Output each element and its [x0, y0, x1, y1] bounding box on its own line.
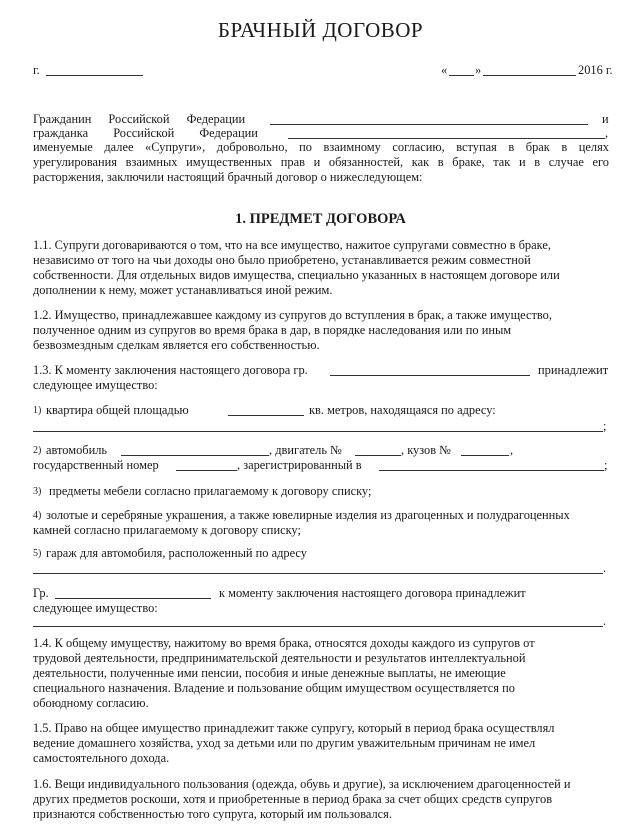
citizen-label: Гражданин Российской Федерации — [33, 112, 246, 126]
clause-1-2-line: 1.2. Имущество, принадлежавшее каждому из супругов до вступления в брак, а также имущество, — [33, 308, 552, 322]
plate-number-blank[interactable] — [176, 470, 237, 471]
clause-1-3-start: 1.3. К моменту заключения настоящего договора гр. — [33, 363, 308, 377]
car-model-blank[interactable] — [121, 455, 269, 456]
registration-blank[interactable] — [379, 470, 604, 471]
item-2-engine: , двигатель № — [269, 443, 342, 457]
engine-number-blank[interactable] — [355, 455, 401, 456]
citizen-name-blank[interactable] — [270, 124, 588, 125]
second-owner-name-blank[interactable] — [55, 598, 211, 599]
comma: , — [510, 443, 514, 457]
semicolon: ; — [604, 458, 608, 472]
citizeness-name-blank[interactable] — [288, 138, 605, 139]
clause-1-3-following: следующее имущество: — [33, 378, 158, 392]
item-3-number: 3) — [33, 486, 42, 497]
second-owner-property-blank[interactable] — [33, 626, 603, 627]
clause-1-1-line: независимо от того на чьи доходы оно было приобретено, устанавливается режим совместной — [33, 253, 531, 267]
clause-1-6-line: других предметов роскоши, хотя и приобретенные в период брака за счет общих средств супругов — [33, 792, 553, 806]
item-1-text-2: кв. метров, находящаяся по адресу: — [309, 403, 496, 417]
item-1-number: 1) — [33, 405, 42, 416]
citizeness-label: гражданка Российской Федерации — [33, 126, 258, 140]
second-owner-following: следующее имущество: — [33, 601, 158, 615]
period: . — [603, 614, 607, 628]
clause-1-1-line: 1.1. Супруги договариваются о том, что на все имущество, нажитое супругами совместно в браке, — [33, 238, 551, 252]
clause-1-5-line: 1.5. Право на общее имущество принадлежит также супругу, который в период брака осуществлял — [33, 721, 555, 735]
area-blank[interactable] — [228, 415, 304, 416]
date-close-quote: » — [475, 63, 482, 77]
clause-1-1-line: собственности. Для отдельных видов имущества, специально указанных в настоящем договоре или — [33, 268, 560, 282]
semicolon: ; — [603, 419, 607, 433]
item-4-line-1: золотые и серебряные украшения, а также ювелирные изделия из драгоценных и полудрагоценных — [46, 508, 570, 522]
clause-1-4-line: 1.4. К общему имуществу, нажитому во время брака, относятся доходы каждого из супругов от — [33, 636, 535, 650]
document-title: БРАЧНЫЙ ДОГОВОР — [217, 18, 424, 42]
conj-and: и — [602, 112, 609, 126]
period: . — [603, 561, 607, 575]
second-owner-text: к моменту заключения настоящего договора принадлежит — [219, 586, 526, 600]
clause-1-5-line: ведение домашнего хозяйства, уход за детьми или по другим уважительным причинам не имел — [33, 736, 536, 750]
item-2-registered: , зарегистрированный в — [237, 458, 362, 472]
city-prefix: г. — [33, 63, 40, 77]
section-1-heading: 1. ПРЕДМЕТ ДОГОВОРА — [235, 211, 406, 227]
item-2-body: , кузов № — [401, 443, 452, 457]
intro-line-3: именуемые далее «Супруги», добровольно, по взаимному согласию, вступая в брак в целях — [33, 140, 609, 154]
item-5-text: гараж для автомобиля, расположенный по адресу — [46, 546, 307, 560]
owner-name-blank[interactable] — [330, 375, 530, 376]
date-year: 2016 г. — [578, 63, 613, 77]
clause-1-6-line: признаются собственностью того супруга, который им пользовался. — [33, 807, 392, 821]
city-blank[interactable] — [46, 75, 143, 76]
clause-1-2-line: безвозмездным сделкам является его собственностью. — [33, 338, 320, 352]
month-blank[interactable] — [483, 75, 576, 76]
item-1-text: квартира общей площадью — [46, 403, 189, 417]
clause-1-6-line: 1.6. Вещи индивидуального пользования (одежда, обувь и другие), за исключением драгоценностей и — [33, 777, 571, 791]
clause-1-4-line: трудовой деятельности, предпринимательской деятельности и результатов интеллектуальной — [33, 651, 526, 665]
item-2-plate: государственный номер — [33, 458, 159, 472]
address-blank[interactable] — [33, 431, 603, 432]
body-number-blank[interactable] — [461, 455, 509, 456]
clause-1-3-belongs: принадлежит — [538, 363, 609, 377]
clause-1-5-line: самостоятельного дохода. — [33, 751, 170, 765]
item-5-number: 5) — [33, 548, 42, 559]
item-2-number: 2) — [33, 445, 42, 456]
clause-1-1-line: дополнении к нему, может устанавливаться иной режим. — [33, 283, 333, 297]
clause-1-4-line: специального назначения. Владение и пользование общим имуществом осуществляется по — [33, 681, 515, 695]
garage-address-blank[interactable] — [33, 573, 603, 574]
comma: , — [605, 126, 609, 140]
intro-line-5: расторжения, заключили настоящий брачный договор о нижеследующем: — [33, 170, 423, 184]
item-4-line-2: камней согласно прилагаемому к договору списку; — [33, 523, 301, 537]
intro-line-4: урегулирования взаимных имущественных прав и обязанностей, как в браке, так и в случае его — [33, 155, 609, 169]
second-owner-prefix: Гр. — [33, 586, 49, 600]
day-blank[interactable] — [449, 75, 474, 76]
item-2-text: автомобиль — [46, 443, 108, 457]
date-open-quote: « — [441, 63, 448, 77]
item-4-number: 4) — [33, 510, 42, 521]
clause-1-2-line: полученное одним из супругов во время брака в дар, в порядке наследования или по иным — [33, 323, 512, 337]
clause-1-4-line: деятельности, полученные ими пенсии, пособия и иные денежные выплаты, не имеющие — [33, 666, 506, 680]
clause-1-4-line: обоюдному согласию. — [33, 696, 149, 710]
item-3-text: предметы мебели согласно прилагаемому к договору списку; — [49, 484, 372, 498]
